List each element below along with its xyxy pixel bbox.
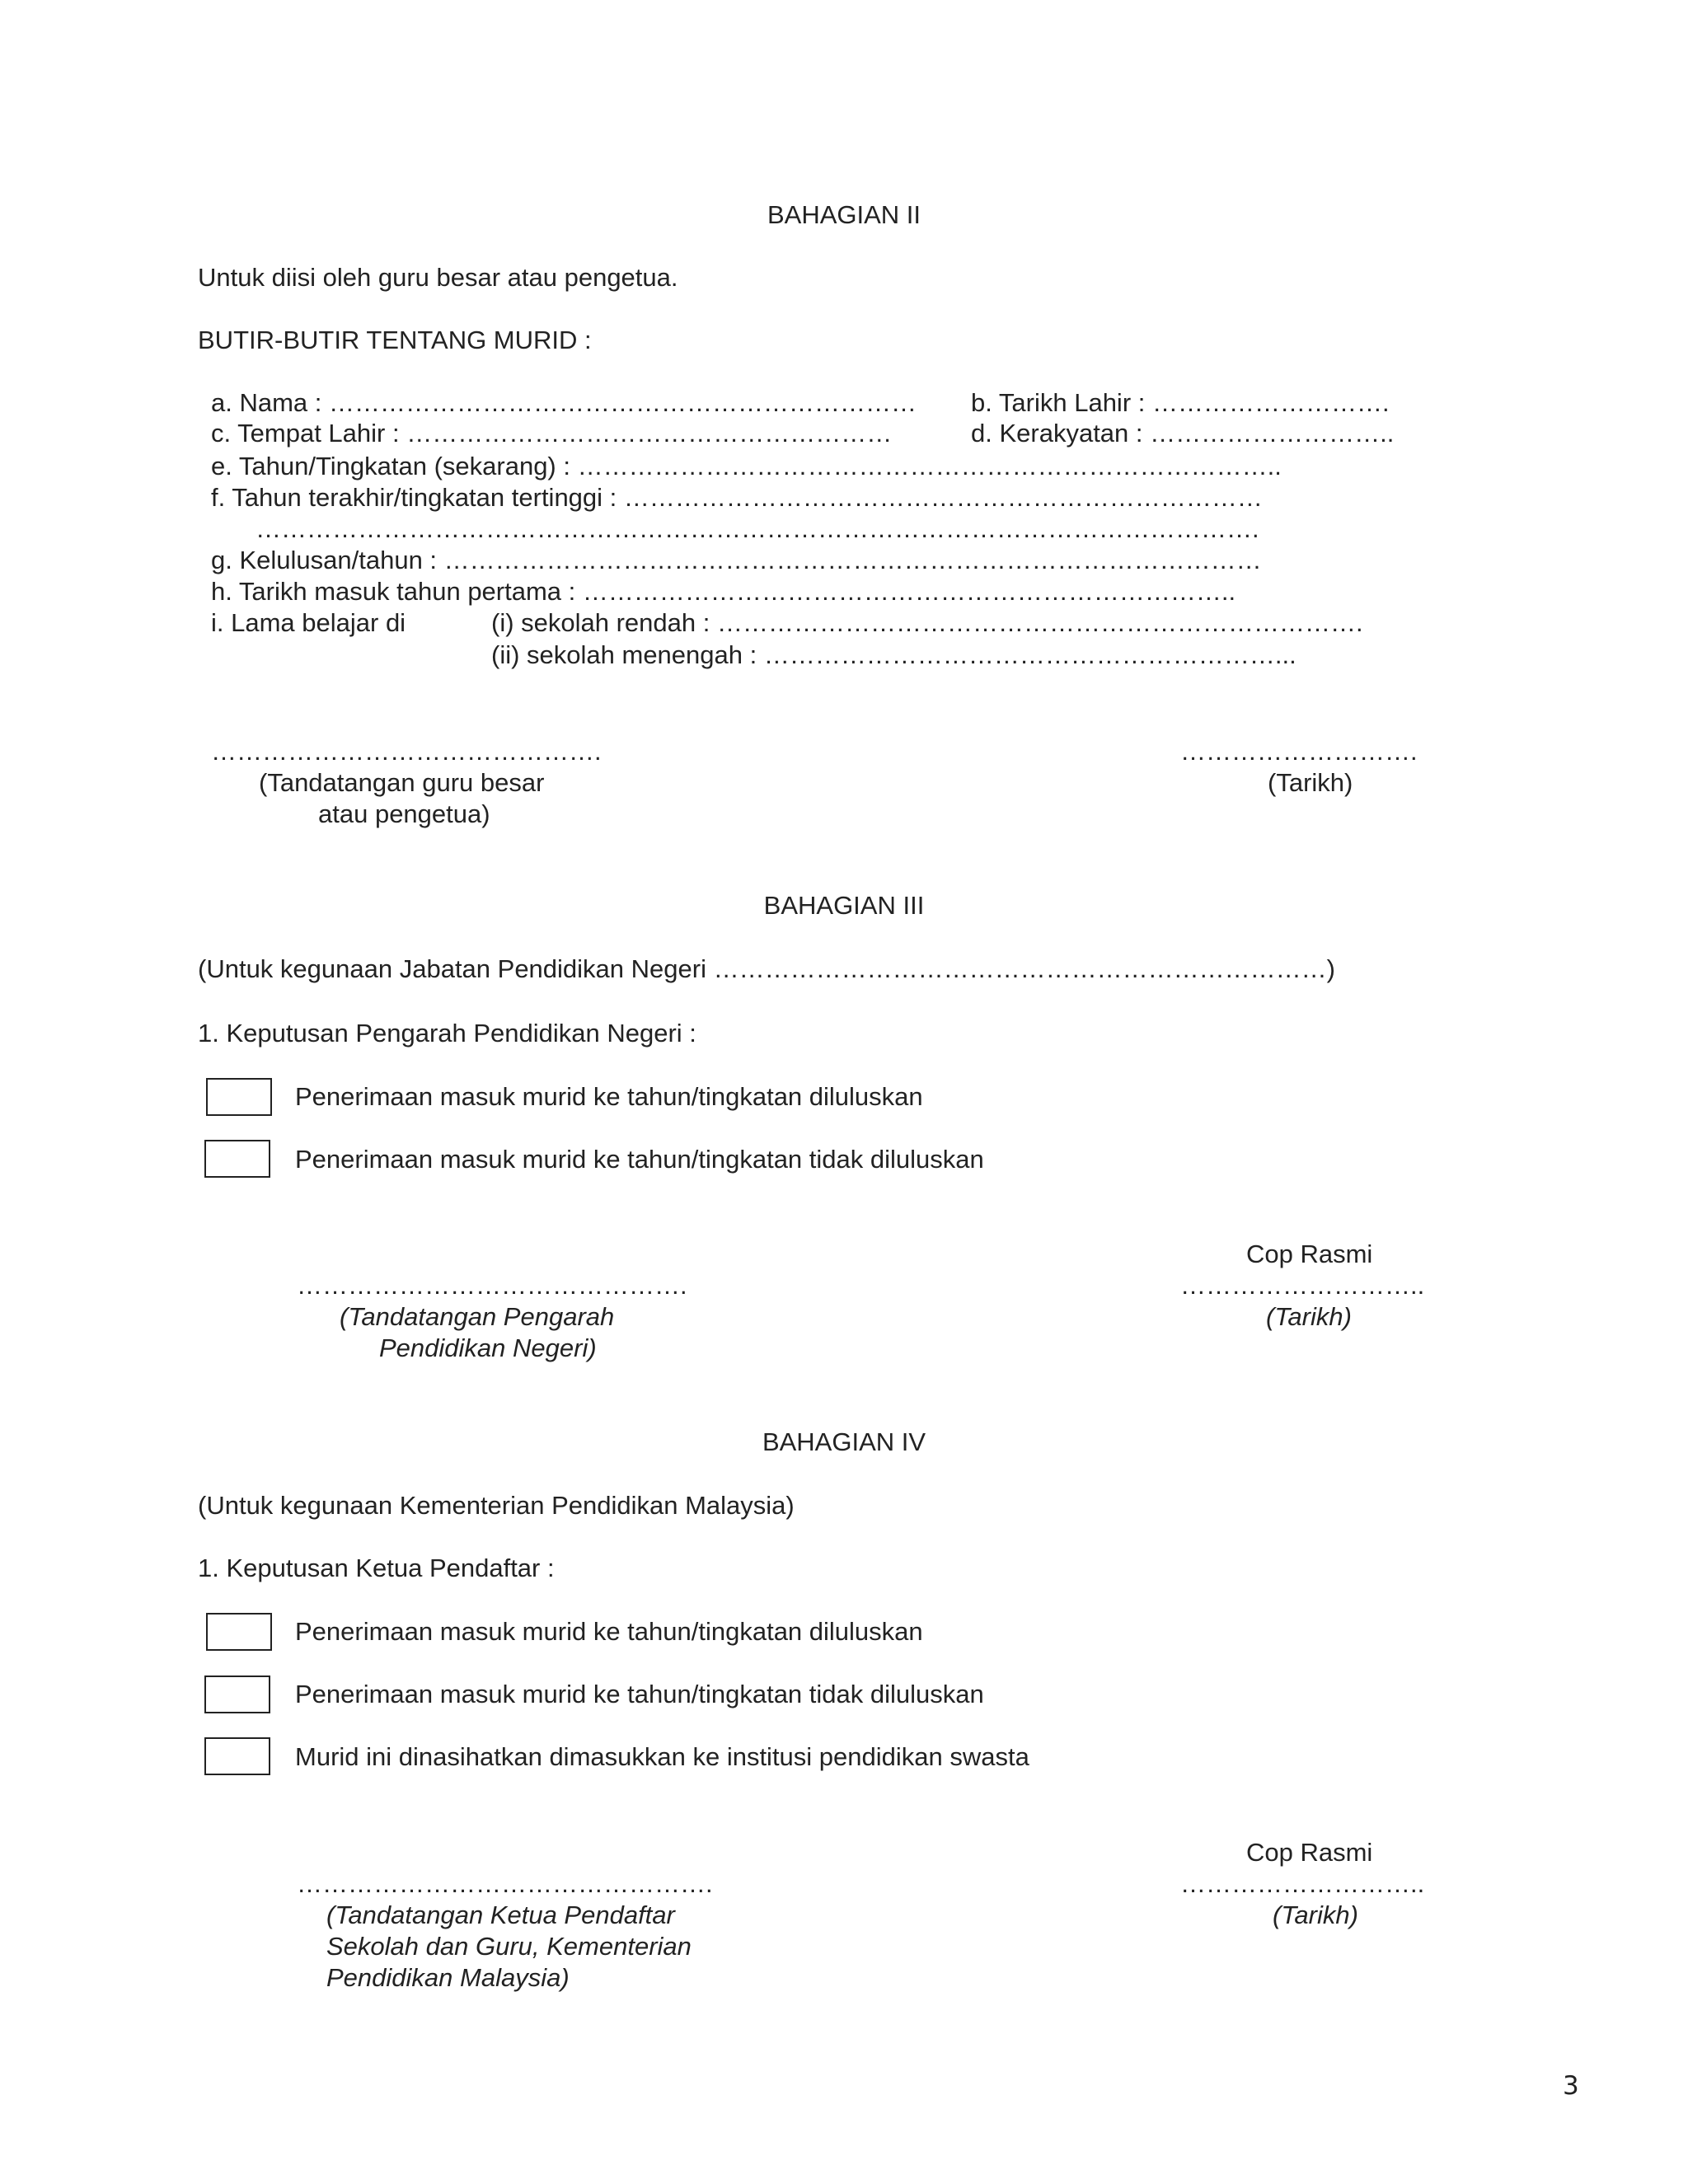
field-tempat-lahir[interactable]: c. Tempat Lahir : ………………………………………………… (211, 419, 893, 448)
bahagian-4-heading: BAHAGIAN IV (762, 1427, 926, 1456)
bahagian-2-heading: BAHAGIAN II (767, 200, 921, 229)
date-line[interactable]: ……………………….. (1180, 1271, 1425, 1300)
cop-rasmi-label: Cop Rasmi (1246, 1240, 1373, 1268)
bahagian-3-heading: BAHAGIAN III (763, 891, 925, 920)
field-nama[interactable]: a. Nama : …………………………………………………………… (211, 388, 917, 417)
signature-caption-line2: Sekolah dan Guru, Kementerian (326, 1932, 692, 1961)
keputusan-pengarah-label: 1. Keputusan Pengarah Pendidikan Negeri : (198, 1019, 696, 1047)
signature-line-ketua-pendaftar[interactable]: …………………………………………. (297, 1869, 713, 1898)
field-lama-belajar-label: i. Lama belajar di (211, 608, 406, 637)
cop-rasmi-label: Cop Rasmi (1246, 1838, 1373, 1867)
field-kelulusan[interactable]: g. Kelulusan/tahun : …………………………………………………………………………………… (211, 546, 1262, 574)
field-sekolah-menengah[interactable]: (ii) sekolah menengah : ……………………………………………………... (491, 640, 1296, 669)
butir-murid-heading: BUTIR-BUTIR TENTANG MURID : (198, 326, 592, 354)
option-tidak-diluluskan: Penerimaan masuk murid ke tahun/tingkatan tidak diluluskan (295, 1145, 984, 1174)
signature-caption-line3: Pendidikan Malaysia) (326, 1963, 570, 1992)
signature-caption-line2: atau pengetua) (318, 799, 490, 828)
option-diluluskan: Penerimaan masuk murid ke tahun/tingkatan diluluskan (295, 1082, 923, 1111)
signature-caption-line1: (Tandatangan Pengarah (340, 1302, 615, 1331)
signature-caption-line2: Pendidikan Negeri) (379, 1333, 597, 1362)
date-caption: (Tarikh) (1266, 1302, 1352, 1331)
field-tarikh-masuk[interactable]: h. Tarikh masuk tahun pertama : ………………………………………………………………….. (211, 577, 1236, 606)
checkbox-diluluskan[interactable] (206, 1613, 272, 1651)
signature-line-guru-besar[interactable]: ………………………………………. (211, 737, 602, 766)
bahagian-3-intro: (Untuk kegunaan Jabatan Pendidikan Negeri ………………………………………………………………) (198, 954, 1335, 983)
checkbox-diluluskan[interactable] (206, 1078, 272, 1116)
date-caption: (Tarikh) (1268, 768, 1353, 797)
field-tahun-terakhir-cont[interactable]: ………………………………………………………………………………………………………. (256, 514, 1259, 543)
checkbox-institusi-swasta[interactable] (204, 1737, 270, 1775)
date-line[interactable]: ………………………. (1180, 737, 1418, 766)
bahagian-2-intro: Untuk diisi oleh guru besar atau pengetua. (198, 263, 678, 292)
date-line[interactable]: ……………………….. (1180, 1869, 1425, 1898)
field-tahun-tingkatan[interactable]: e. Tahun/Tingkatan (sekarang) : ……………………………………………………………………….. (211, 452, 1282, 480)
keputusan-ketua-pendaftar-label: 1. Keputusan Ketua Pendaftar : (198, 1554, 555, 1582)
signature-caption-line1: (Tandatangan guru besar (259, 768, 545, 797)
bahagian-4-intro: (Untuk kegunaan Kementerian Pendidikan Malaysia) (198, 1491, 795, 1520)
signature-caption-line1: (Tandatangan Ketua Pendaftar (326, 1900, 675, 1929)
field-sekolah-rendah[interactable]: (i) sekolah rendah : …………………………………………………………………. (491, 608, 1363, 637)
field-kerakyatan[interactable]: d. Kerakyatan : ……………………….. (971, 419, 1395, 448)
field-tahun-terakhir[interactable]: f. Tahun terakhir/tingkatan tertinggi : ………………………………………………………………… (211, 483, 1263, 512)
option-tidak-diluluskan: Penerimaan masuk murid ke tahun/tingkatan tidak diluluskan (295, 1680, 984, 1708)
checkbox-tidak-diluluskan[interactable] (204, 1140, 270, 1178)
date-caption: (Tarikh) (1273, 1900, 1358, 1929)
signature-line-pengarah[interactable]: ………………………………………. (297, 1271, 687, 1300)
option-diluluskan: Penerimaan masuk murid ke tahun/tingkatan diluluskan (295, 1617, 923, 1646)
checkbox-tidak-diluluskan[interactable] (204, 1675, 270, 1713)
option-institusi-swasta: Murid ini dinasihatkan dimasukkan ke institusi pendidikan swasta (295, 1742, 1029, 1771)
field-tarikh-lahir[interactable]: b. Tarikh Lahir : ………………………. (971, 388, 1390, 417)
page-number: 3 (1563, 2071, 1579, 2101)
